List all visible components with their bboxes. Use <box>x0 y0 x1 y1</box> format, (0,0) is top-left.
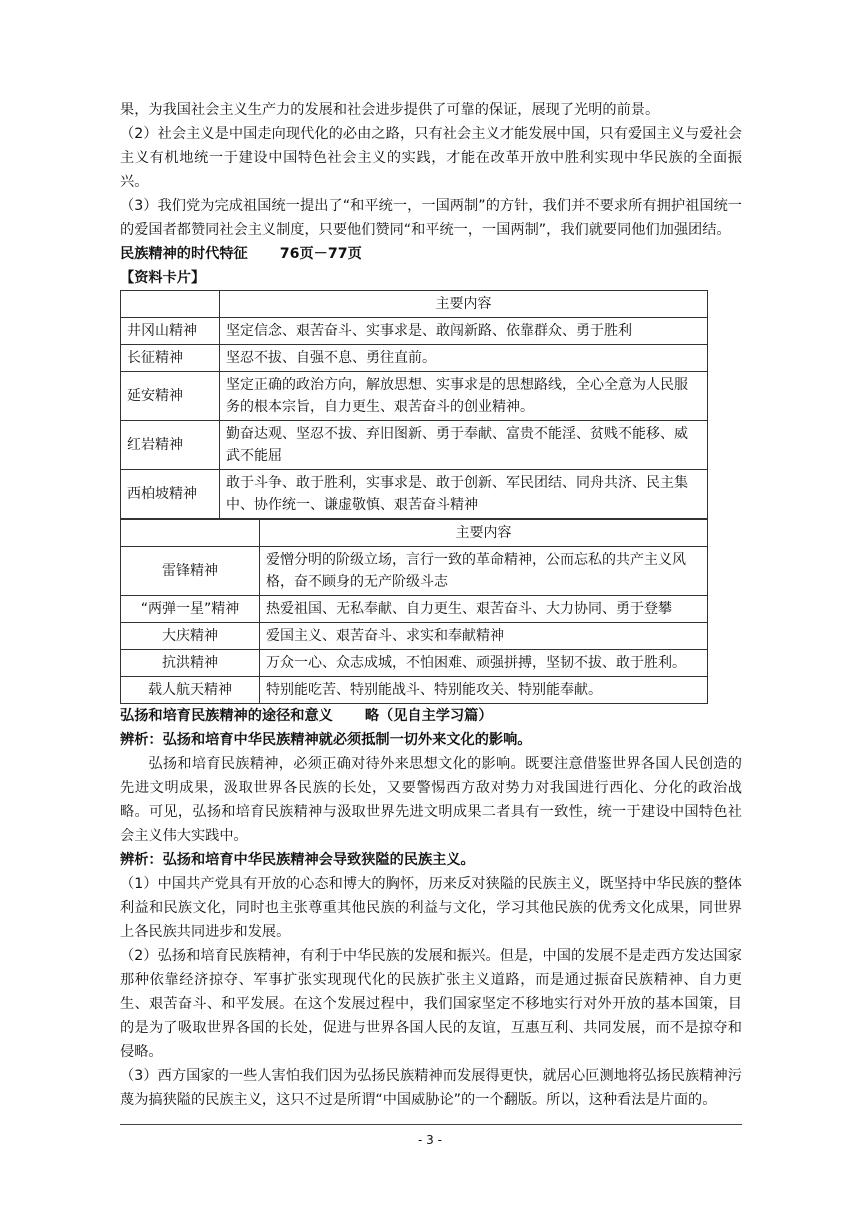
spirit-name: 西柏坡精神 <box>121 470 220 519</box>
spirit-name: 井冈山精神 <box>121 318 220 345</box>
analysis-title-1: 辨析：弘扬和培育中华民族精神就必须抵制一切外来文化的影响。 <box>120 732 532 748</box>
spirit-content: 敢于斗争、敢于胜利，实事求是、敢于创新、军民团结、同舟共济、民主集中、协作统一、谦虚敬慎、艰苦奋斗精神 <box>220 470 708 519</box>
spirit-content: 热爱祖国、无私奉献、自力更生、艰苦奋斗、大力协同、勇于登攀 <box>260 596 708 623</box>
table-row <box>121 623 708 650</box>
section-pages: 76页－77页 <box>279 246 362 262</box>
spirit-name: “两弹一星”精神 <box>121 596 260 623</box>
analysis-title-2: 辨析：弘扬和培育中华民族精神会导致狭隘的民族主义。 <box>120 852 475 868</box>
spirit-content: 爱国主义、艰苦奋斗、求实和奉献精神 <box>260 623 708 650</box>
table-row <box>121 650 708 677</box>
section-heading-ways-meaning <box>120 704 742 728</box>
spirit-name: 长征精神 <box>121 345 220 372</box>
spirit-name: 红岩精神 <box>121 421 220 470</box>
table-row <box>121 345 708 372</box>
page-number: - 3 - <box>418 1133 442 1147</box>
table-header: 主要内容 <box>260 520 708 547</box>
intro-paragraph-3: （3）我们党为完成祖国统一提出了“和平统一，一国两制”的方针，我们并不要求所有拥护祖国统一的爱国者都赞同社会主义制度，只要他们赞同“和平统一，一国两制”，我们就要同他们加强团结。 <box>120 198 742 238</box>
analysis-point-3: （3）西方国家的一些人害怕我们因为弘扬民族精神而发展得更快，就居心叵测地将弘扬民族精神污蔑为搞狭隘的民族主义，这只不过是所谓“中国威胁论”的一个翻版。所以，这种看法是片面的。 <box>120 1068 742 1108</box>
analysis-point-1: （1）中国共产党具有开放的心态和博大的胸怀，历来反对狭隘的民族主义，既坚持中华民族的整体利益和民族文化，同时也主张尊重其他民族的利益与文化，学习其他民族的优秀文化成果，同世界上各民族共同进步和发展。 <box>120 876 742 940</box>
table-row <box>121 318 708 345</box>
intro-paragraph-1: 果，为我国社会主义生产力的发展和社会进步提供了可靠的保证，展现了光明的前景。 <box>120 102 660 118</box>
spirit-content: 勤奋达观、坚忍不拔、弃旧图新、勇于奉献、富贵不能淫、贫贱不能移、威武不能屈 <box>220 421 708 470</box>
spirit-name: 延安精神 <box>121 372 220 421</box>
spirit-name: 雷锋精神 <box>121 547 260 596</box>
spirit-name: 大庆精神 <box>121 623 260 650</box>
spirit-content: 坚定正确的政治方向，解放思想、实事求是的思想路线，全心全意为人民服务的根本宗旨，自力更生、艰苦奋斗的创业精神。 <box>220 372 708 421</box>
table-row <box>121 596 708 623</box>
intro-paragraph-2: （2）社会主义是中国走向现代化的必由之路，只有社会主义才能发展中国，只有爱国主义与爱社会主义有机地统一于建设中国特色社会主义的实践，才能在改革开放中胜利实现中华民族的全面振兴。 <box>120 126 742 190</box>
card-title: 【资料卡片】 <box>120 270 206 286</box>
spirit-content: 坚忍不拔、自强不息、勇往直前。 <box>220 345 708 372</box>
spirit-content: 万众一心、众志成城，不怕困难、顽强拼搏，坚韧不拔、敢于胜利。 <box>260 650 708 677</box>
section-note: 略（见自主学习篇） <box>364 708 493 724</box>
table-corner-cell <box>121 291 220 318</box>
table-row <box>121 470 708 519</box>
footer-divider <box>120 1124 742 1125</box>
spirit-content: 特别能吃苦、特别能战斗、特别能攻关、特别能奉献。 <box>260 677 708 704</box>
table-header: 主要内容 <box>220 291 708 318</box>
table-row <box>121 421 708 470</box>
analysis-body-1: 弘扬和培育民族精神，必须正确对待外来思想文化的影响。既要注意借鉴世界各国人民创造的先进文明成果，汲取世界各民族的长处，又要警惕西方敌对势力对我国进行西化、分化的政治战略。可见，弘扬和培育民族精神与汲取世界先进文明成果二者具有一致性，统一于建设中国特色社会主义伟大实践中。 <box>120 756 742 844</box>
table-row <box>121 547 708 596</box>
spirit-name: 载人航天精神 <box>121 677 260 704</box>
spirit-table-revolutionary <box>120 290 708 519</box>
table-row <box>121 372 708 421</box>
section-heading-era-features <box>120 242 742 266</box>
section-title: 民族精神的时代特征 <box>120 246 248 262</box>
spirit-content: 爱憎分明的阶级立场，言行一致的革命精神，公而忘私的共产主义风格，奋不顾身的无产阶级斗志 <box>260 547 708 596</box>
spirit-name: 抗洪精神 <box>121 650 260 677</box>
document-page <box>120 98 742 1112</box>
spirit-table-modern <box>120 519 708 704</box>
section-title: 弘扬和培育民族精神的途径和意义 <box>120 708 333 724</box>
spirit-content: 坚定信念、艰苦奋斗、实事求是、敢闯新路、依靠群众、勇于胜利 <box>220 318 708 345</box>
table-row <box>121 677 708 704</box>
table-corner-cell <box>121 520 260 547</box>
analysis-point-2: （2）弘扬和培育民族精神，有利于中华民族的发展和振兴。但是，中国的发展不是走西方发达国家那种依靠经济掠夺、军事扩张实现现代化的民族扩张主义道路，而是通过振奋民族精神、自力更生、艰苦奋斗、和平发展。在这个发展过程中，我们国家坚定不移地实行对外开放的基本国策，目的是为了吸取世界各国的长处，促进与世界各国人民的友谊，互惠互利、共同发展，而不是掠夺和侵略。 <box>120 948 742 1060</box>
